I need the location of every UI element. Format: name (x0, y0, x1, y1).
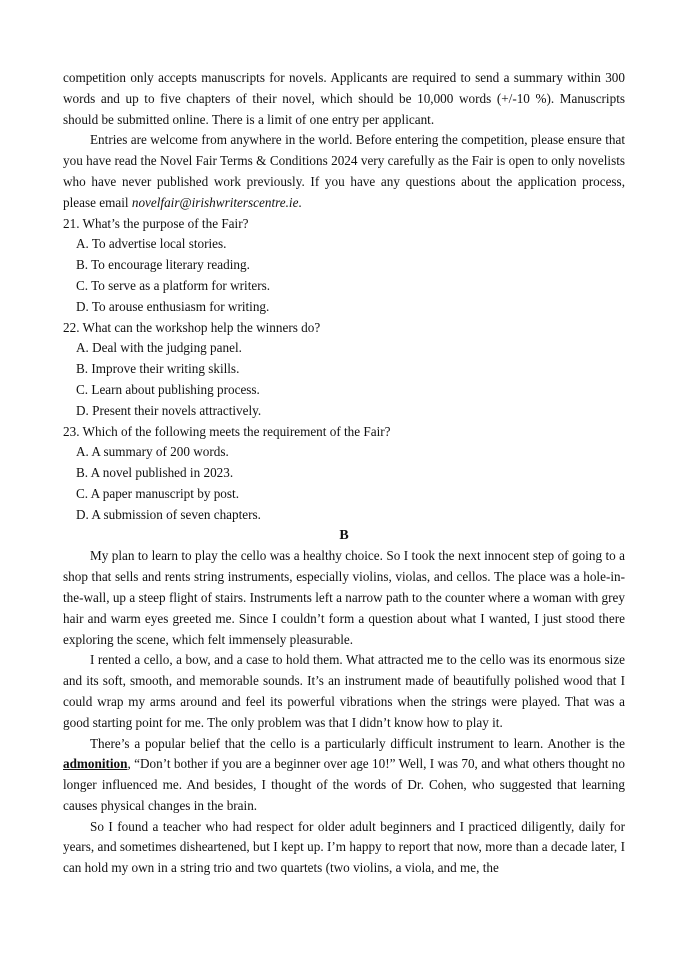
option-a: A. Deal with the judging panel. (76, 340, 242, 356)
passage-a-paragraph-2 (63, 130, 625, 213)
option-d: D. A submission of seven chapters. (76, 506, 261, 522)
option-d: D. Present their novels attractively. (76, 402, 262, 418)
passage-b-paragraph-3-rest: , “Don’t bother if you are a beginner over age 10!” Well, I was 70, and what others thought no longer influenced me. And besides, I thought of the words of Dr. Cohen, who suggested that learning causes physical changes in the brain. (63, 756, 625, 813)
highlighted-word: admonition (63, 756, 128, 772)
option-b: B. A novel published in 2023. (76, 465, 234, 481)
option-c: C. Learn about publishing process. (76, 381, 260, 397)
option-b: B. Improve their writing skills. (76, 361, 240, 377)
passage-a-paragraph-2-end: . (298, 194, 302, 210)
option-c: C. A paper manuscript by post. (76, 485, 239, 501)
option-b: B. To encourage literary reading. (76, 257, 250, 273)
contact-email: novelfair@irishwriterscentre.ie (131, 194, 299, 210)
question-23 (63, 422, 625, 526)
exam-page (63, 68, 625, 879)
passage-b-paragraph-3-text: There’s a popular belief that the cello is a particularly difficult instrument to learn. Another is the (90, 735, 625, 751)
question-stem: 22. What can the workshop help the winners do? (63, 319, 321, 335)
option-c: C. To serve as a platform for writers. (76, 277, 271, 293)
passage-b-heading: B (339, 527, 349, 543)
passage-a-paragraph-1: competition only accepts manuscripts for novels. Applicants are required to send a summary within 300 words and up to five chapters of their novel, which should be 10,000 words (+/-10 %). Manuscripts should be submitted online. There is a limit of one entry per applicant. (63, 70, 625, 127)
question-stem: 21. What’s the purpose of the Fair? (63, 215, 249, 231)
passage-b-paragraph-3 (63, 734, 625, 817)
passage-b-paragraph-1: My plan to learn to play the cello was a healthy choice. So I took the next innocent step of going to a shop that sells and rents string instruments, especially violins, violas, and cellos. The place was a hole-in-the-wall, up a steep flight of stairs. Instruments left a narrow path to the counter where a woman with grey hair and warm eyes greeted me. Since I couldn’t form a question about what I wanted, I just stood there exploring the scene, which felt immensely pleasurable. (63, 548, 625, 647)
option-a: A. To advertise local stories. (76, 236, 227, 252)
option-d: D. To arouse enthusiasm for writing. (76, 298, 270, 314)
passage-b-paragraph-4: So I found a teacher who had respect for older adult beginners and I practiced diligently, daily for years, and sometimes disheartened, but I kept up. I’m happy to report that now, more than a decade later, I can hold my own in a string trio and two quartets (two violins, a viola, and me, the (63, 818, 625, 876)
question-22 (63, 318, 625, 422)
question-21 (63, 214, 625, 318)
passage-a-paragraph-2-text: Entries are welcome from anywhere in the world. Before entering the competition, please ensure that you have read the Novel Fair Terms & Conditions 2024 very carefully as the Fair is open to only novelists who have never published work previously. If you have any questions about the application process, please email (63, 132, 625, 210)
question-stem: 23. Which of the following meets the requirement of the Fair? (63, 423, 391, 439)
passage-b-paragraph-2: I rented a cello, a bow, and a case to hold them. What attracted me to the cello was its enormous size and its soft, smooth, and memorable sounds. It’s an instrument made of beautifully polished wood that I could wrap my arms around and feel its powerful vibrations when the strings were played. That was a good starting point for me. The only problem was that I didn’t know how to play it. (63, 652, 625, 730)
option-a: A. A summary of 200 words. (76, 444, 229, 460)
